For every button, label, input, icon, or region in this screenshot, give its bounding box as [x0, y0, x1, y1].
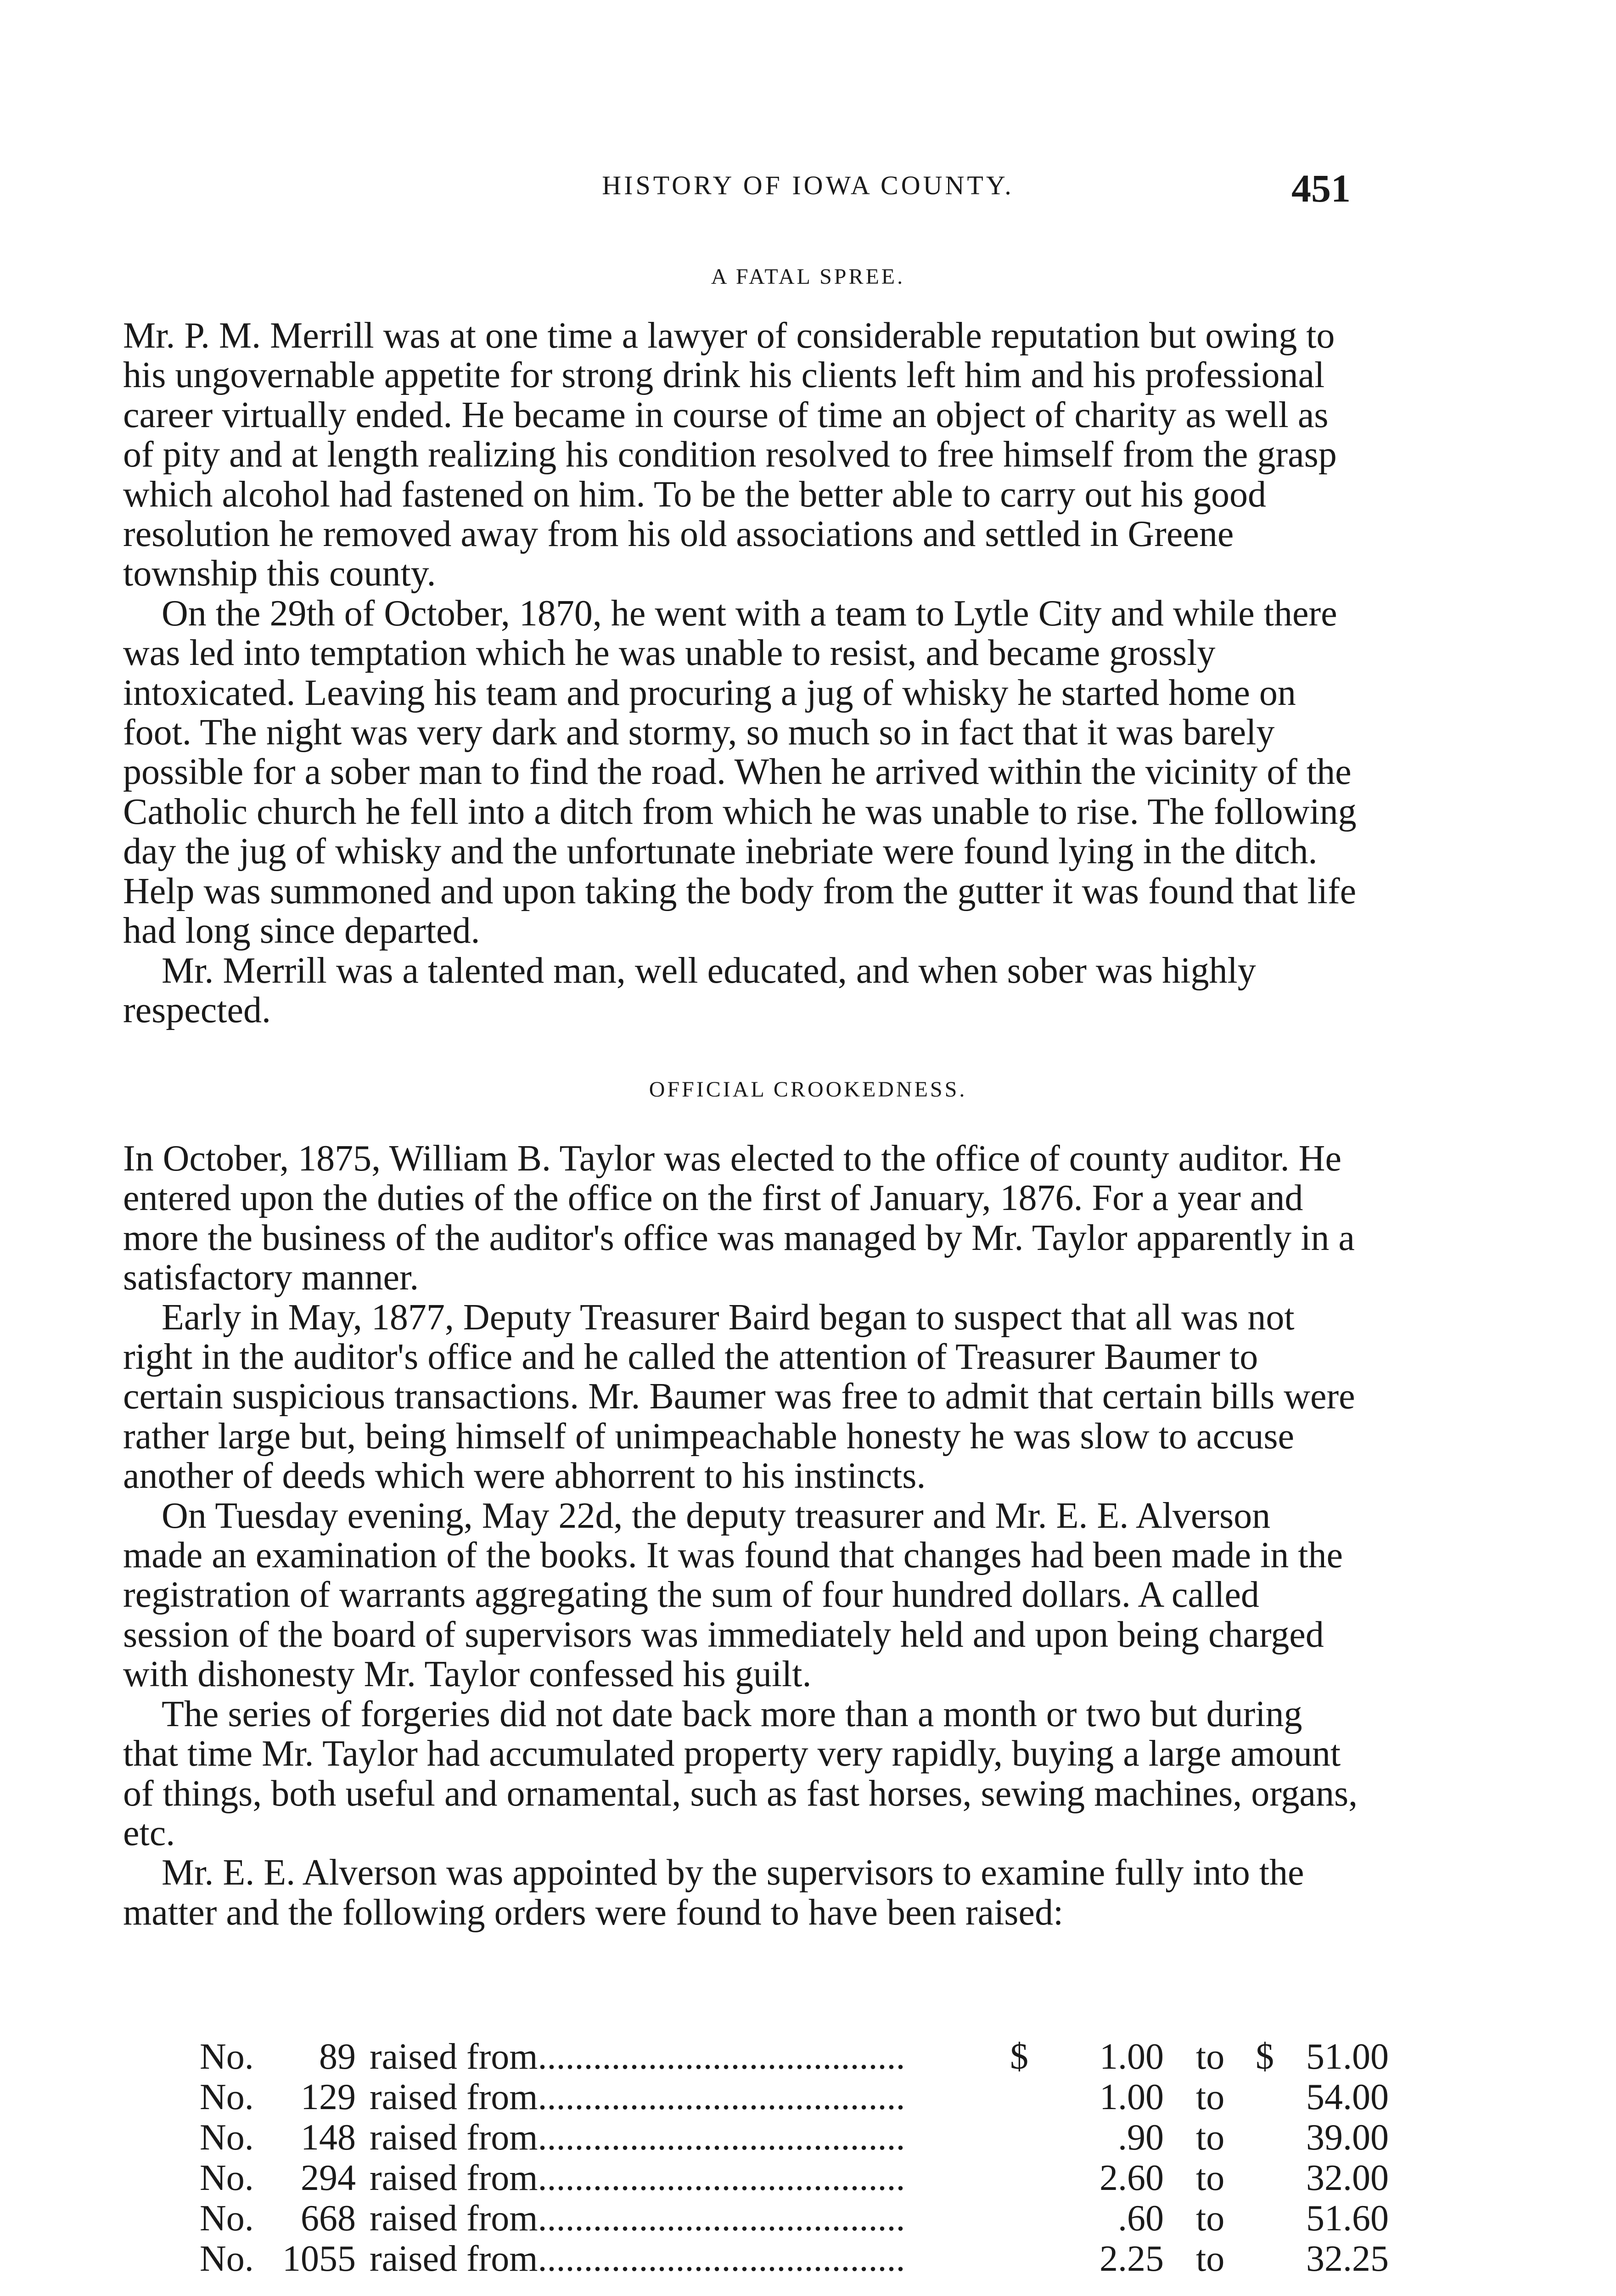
currency-symbol: $: [1256, 2037, 1274, 2077]
order-prefix: No.: [200, 2117, 254, 2158]
order-prefix: No.: [200, 2037, 254, 2077]
section-heading-fatal-spree: A FATAL SPREE.: [711, 264, 905, 289]
order-description: raised from........................................: [370, 2198, 905, 2239]
order-description: raised from........................................: [370, 2239, 905, 2279]
connector: to: [1196, 2158, 1225, 2198]
original-amount: .90: [1118, 2117, 1164, 2158]
section-body-fatal-spree: [123, 316, 1358, 1030]
order-prefix: No.: [200, 2239, 254, 2279]
original-amount: 2.60: [1100, 2158, 1164, 2198]
order-description: raised from........................................: [370, 2037, 905, 2077]
connector: to: [1196, 2037, 1225, 2077]
running-title: HISTORY OF IOWA COUNTY.: [602, 170, 1014, 200]
running-head: [0, 165, 1616, 210]
original-amount: .60: [1118, 2198, 1164, 2239]
raised-orders-table: [200, 2037, 1389, 2279]
dot-leader: ........................................: [538, 2077, 905, 2117]
order-description: raised from........................................: [370, 2117, 905, 2158]
paragraph: In October, 1875, William B. Taylor was elected to the office of county auditor. He entered upon the duties of the office on the first of January, 1876. For a year and more the business of the auditor's office was managed by Mr. Taylor apparently in a satisfactory manner.: [123, 1138, 1355, 1298]
order-prefix: No.: [200, 2198, 254, 2239]
section-heading-official-crookedness: OFFICIAL CROOKEDNESS.: [649, 1077, 967, 1102]
order-number: 1055: [282, 2239, 356, 2279]
raised-amount: 32.25: [1306, 2239, 1389, 2279]
paragraph: On Tuesday evening, May 22d, the deputy treasurer and Mr. E. E. Alverson made an examination of the books. It was found that changes had been made in the registration of warrants aggregating the sum of four hundred dollars. A called session of the board of supervisors was immediately held and upon being charged with dishonesty Mr. Taylor confessed his guilt.: [123, 1495, 1343, 1695]
original-amount: 1.00: [1100, 2077, 1164, 2117]
dot-leader: ........................................: [538, 2037, 905, 2077]
raised-amount: 51.60: [1306, 2198, 1389, 2239]
dot-leader: ........................................: [538, 2239, 905, 2279]
order-description: raised from........................................: [370, 2077, 905, 2117]
order-prefix: No.: [200, 2077, 254, 2117]
original-amount: 2.25: [1100, 2239, 1164, 2279]
paragraph: The series of forgeries did not date back more than a month or two but during that time Mr. Taylor had accumulated property very rapidly, buying a large amount of things, both useful and ornamental, such as fast horses, sewing machines, organs, etc.: [123, 1694, 1358, 1853]
raised-amount: 51.00: [1306, 2037, 1389, 2077]
order-description: raised from........................................: [370, 2158, 905, 2198]
table-row: [200, 2037, 1389, 2077]
section-body-official-crookedness: [123, 1139, 1358, 1932]
raised-amount: 54.00: [1306, 2077, 1389, 2117]
currency-symbol: $: [1010, 2037, 1028, 2077]
order-number: 668: [301, 2198, 356, 2239]
connector: to: [1196, 2198, 1225, 2239]
connector: to: [1196, 2117, 1225, 2158]
page-number: 451: [1291, 166, 1351, 210]
raised-amount: 39.00: [1306, 2117, 1389, 2158]
order-number: 294: [301, 2158, 356, 2198]
original-amount: 1.00: [1100, 2037, 1164, 2077]
dot-leader: ........................................: [538, 2117, 905, 2158]
raised-amount: 32.00: [1306, 2158, 1389, 2198]
order-number: 148: [301, 2117, 356, 2158]
connector: to: [1196, 2239, 1225, 2279]
table-row: [200, 2239, 1389, 2279]
order-number: 129: [301, 2077, 356, 2117]
table-row: [200, 2117, 1389, 2158]
paragraph: Mr. E. E. Alverson was appointed by the supervisors to examine fully into the matter and the following orders were found to have been raised:: [123, 1852, 1304, 1933]
dot-leader: ........................................: [538, 2198, 905, 2239]
table-row: [200, 2077, 1389, 2117]
table-row: [200, 2198, 1389, 2239]
paragraph: Early in May, 1877, Deputy Treasurer Baird began to suspect that all was not right in the auditor's office and he called the attention of Treasurer Baumer to certain suspicious transactions. Mr. Baumer was free to admit that certain bills were rather large but, being himself of unimpeachable honesty he was slow to accuse another of deeds which were abhorrent to his instincts.: [123, 1297, 1355, 1497]
dot-leader: ........................................: [538, 2158, 905, 2198]
order-number: 89: [319, 2037, 356, 2077]
paragraph: Mr. P. M. Merrill was at one time a lawyer of considerable reputation but owing to his ungovernable appetite for strong drink his clients left him and his professional career virtually ended. He became in course of time an object of charity as well as of pity and at length realizing his condition resolved to free himself from the grasp which alcohol had fastened on him. To be the better able to carry out his good resolution he removed away from his old associations and settled in Greene township this county.: [123, 315, 1337, 594]
table-row: [200, 2158, 1389, 2198]
paragraph: On the 29th of October, 1870, he went with a team to Lytle City and while there was led into temptation which he was unable to resist, and became grossly intoxicated. Leaving his team and procuring a jug of whisky he started home on foot. The night was very dark and stormy, so much so in fact that it was barely possible for a sober man to find the road. When he arrived within the vicinity of the Catholic church he fell into a ditch from which he was unable to rise. The following day the jug of whisky and the unfortunate inebriate were found lying in the ditch. Help was summoned and upon taking the body from the gutter it was found that life had long since departed.: [123, 593, 1357, 951]
paragraph: Mr. Merrill was a talented man, well educated, and when sober was highly respected.: [123, 950, 1256, 1030]
order-prefix: No.: [200, 2158, 254, 2198]
connector: to: [1196, 2077, 1225, 2117]
